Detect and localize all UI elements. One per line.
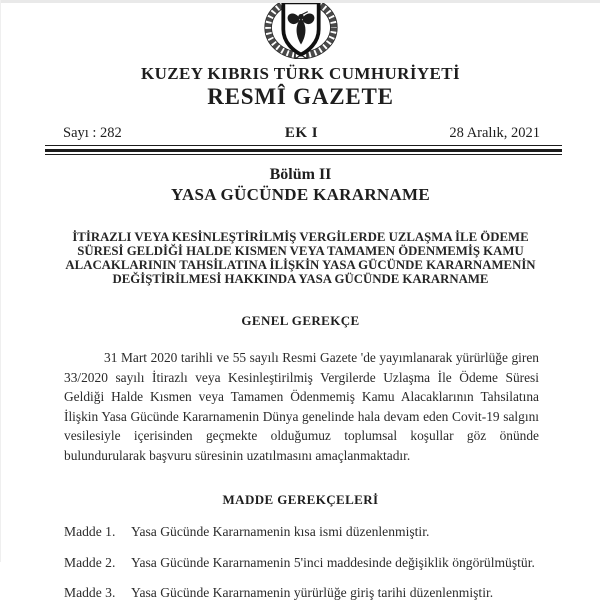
part-title: YASA GÜCÜNDE KARARNAME (170, 185, 431, 204)
general-rationale-heading: GENEL GEREKÇE (241, 313, 360, 328)
decree-title (1, 230, 600, 286)
part-label: Bölüm II (269, 166, 332, 183)
article-label: Madde 3. (64, 585, 116, 600)
article-row (64, 524, 540, 540)
coat-of-arms-icon (258, 3, 344, 59)
article-label: Madde 1. (64, 524, 116, 539)
article-list (64, 524, 540, 601)
article-label: Madde 2. (64, 554, 116, 570)
issue-row (63, 125, 540, 142)
decree-title-line: DEĞİŞTİRİLMESİ HAKKINDA YASA GÜCÜNDE KARARNAME (112, 272, 489, 286)
issue-date: 28 Aralık, 2021 (449, 125, 540, 141)
article-text: Yasa Gücünde Kararnamenin kısa ismi düzenlenmiştir. (131, 524, 430, 539)
article-text: Yasa Gücünde Kararnamenin yürürlüğe giriş tarihi düzenlenmiştir. (131, 585, 494, 600)
issue-number: Sayı : 282 (63, 125, 122, 141)
decree-title-line: SÜRESİ GELDİĞİ HALDE KISMEN VEYA TAMAMEN ÖDENMEMİŞ KAMU (77, 244, 524, 258)
article-rationales-heading: MADDE GEREKÇELERİ (222, 492, 379, 507)
article-text: Yasa Gücünde Kararnamenin 5'inci maddesinde değişiklik öngörülmüştür. (131, 554, 535, 570)
article-row (64, 555, 540, 571)
coat-of-arms (1, 3, 600, 59)
decree-title-line: İTİRAZLI VEYA KESİNLEŞTİRİLMİŞ VERGİLERDE UZLAŞMA İLE ÖDEME (72, 230, 529, 244)
article-row (64, 585, 540, 601)
divider-thin (45, 145, 562, 146)
gazette-title: RESMÎ GAZETE (207, 84, 394, 109)
supplement-label: EK I (284, 125, 319, 141)
decree-title-line: ALACAKLARININ TAHSİLATINA İLİŞKİN YASA GÜCÜNDE KARARNAMENİN (65, 258, 536, 272)
general-rationale-paragraph: 31 Mart 2020 tarihli ve 55 sayılı Resmi Gazete 'de yayımlanarak yürürlüğe giren 33/2020 sayılı İtirazlı veya Kesinleştirilmiş Vergilerde Uzlaşma İle Ödeme Süresi Geldiği Halde Kısmen veya Tamamen Ödenmemiş Kamu Alacaklarının Tahsilatına İlişkin Yasa Gücünde Kararnamenin Dünya genelinde hala devam eden Covit-19 salgını vesilesiyle içerisinden geçmekte olduğumuz toplumsal koşullar göz önünde bulundurularak başvuru süresinin uzatılmasını amaçlanmaktadır. (64, 350, 539, 463)
divider-double (45, 149, 562, 155)
country-title: KUZEY KIBRIS TÜRK CUMHURİYETİ (140, 64, 461, 83)
